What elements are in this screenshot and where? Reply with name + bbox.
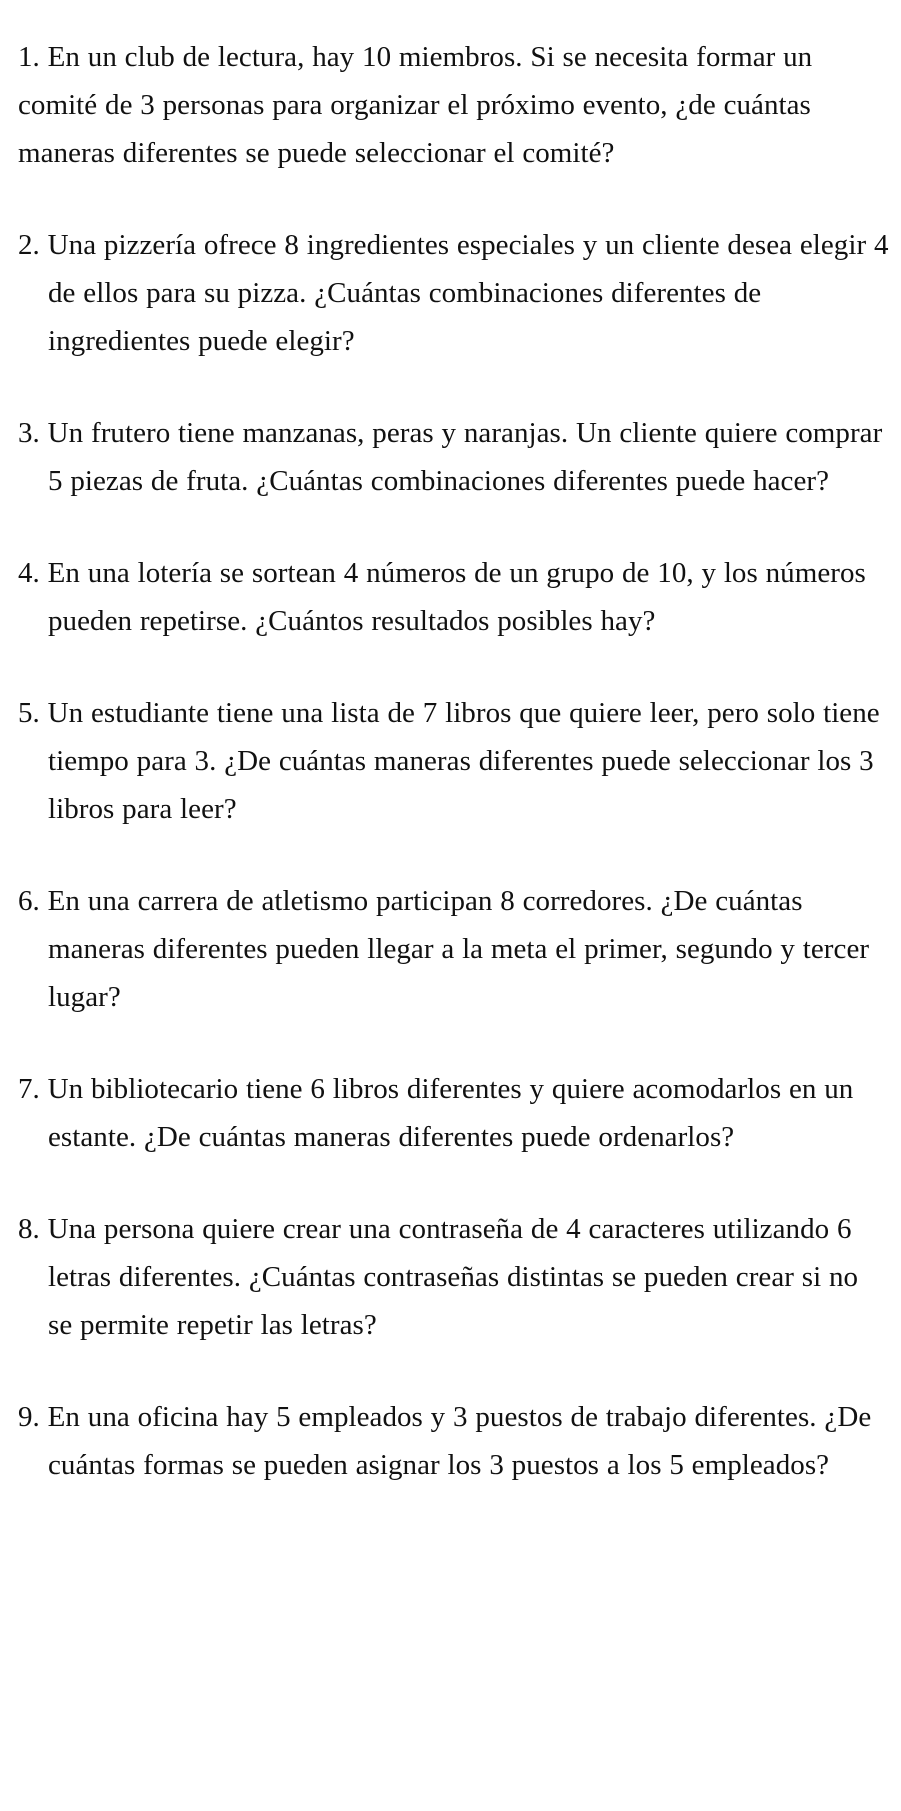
problem-9: 9. En una oficina hay 5 empleados y 3 puestos de trabajo diferentes. ¿De cuántas formas se pueden asignar los 3 puestos a los 5 empleados? [18,1401,872,1481]
problem-6: 6. En una carrera de atletismo participan 8 corredores. ¿De cuántas maneras diferentes pueden llegar a la meta el primer, segundo y tercer lugar? [18,885,870,1013]
problem-5: 5. Un estudiante tiene una lista de 7 libros que quiere leer, pero solo tiene tiempo para 3. ¿De cuántas maneras diferentes puede seleccionar los 3 libros para leer? [18,697,880,825]
problem-3: 3. Un frutero tiene manzanas, peras y naranjas. Un cliente quiere comprar 5 piezas de fruta. ¿Cuántas combinaciones diferentes puede hacer? [18,417,883,497]
problem-7: 7. Un bibliotecario tiene 6 libros diferentes y quiere acomodarlos en un estante. ¿De cuántas maneras diferentes puede ordenarlos? [18,1073,854,1153]
problem-8: 8. Una persona quiere crear una contraseña de 4 caracteres utilizando 6 letras diferentes. ¿Cuántas contraseñas distintas se pueden crear si no se permite repetir las letras? [18,1213,859,1341]
problem-4: 4. En una lotería se sortean 4 números de un grupo de 10, y los números pueden repetirse. ¿Cuántos resultados posibles hay? [18,557,866,637]
problem-2: 2. Una pizzería ofrece 8 ingredientes especiales y un cliente desea elegir 4 de ellos para su pizza. ¿Cuántas combinaciones diferentes de ingredientes puede elegir? [18,229,889,357]
problem-1: 1. En un club de lectura, hay 10 miembros. Si se necesita formar un comité de 3 personas para organizar el próximo evento, ¿de cuántas maneras diferentes se puede seleccionar el comité? [18,41,813,169]
